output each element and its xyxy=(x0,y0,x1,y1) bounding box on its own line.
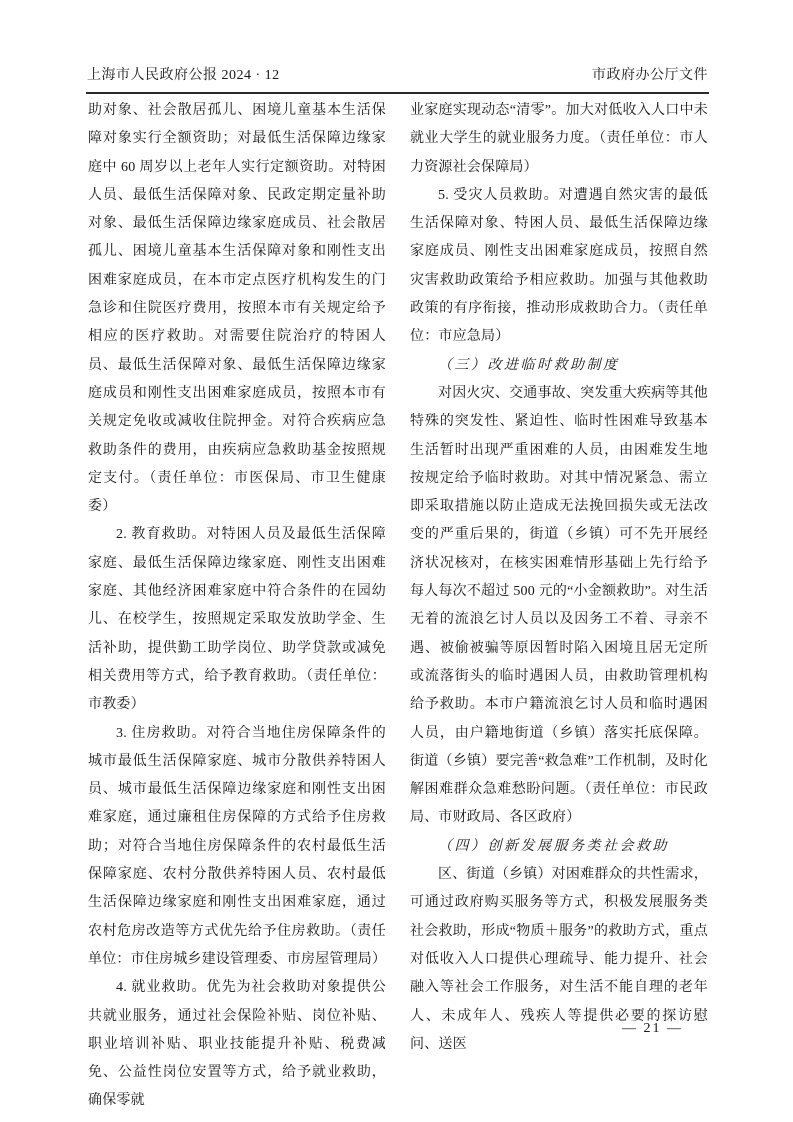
header-divider xyxy=(86,92,709,94)
paragraph-medical-aid-continued: 助对象、社会散居孤儿、困境儿童基本生活保障对象实行全额资助；对最低生活保障边缘家庭中 60 周岁以上老年人实行定额资助。对特困人员、最低生活保障对象、民政定期定量补助对象、最低生活保障边缘家庭成员、社会散居孤儿、困境儿童基本生活保障对象和刚性支出困难家庭成员，在本市定点医疗机构发生的门急诊和住院医疗费用，按照本市有关规定给予相应的医疗救助。对需要住院治疗的特困人员、最低生活保障对象、最低生活保障边缘家庭成员和刚性支出困难家庭成员，按照本市有关规定免收或减收住院押金。对符合疾病应急救助条件的费用，由疾病应急救助基金按照规定支付。（责任单位：市医保局、市卫生健康委） xyxy=(88,103,386,515)
paragraph-employment-aid-start: 4. 就业救助。优先为社会救助对象提供公共就业服务，通过社会保险补贴、岗位补贴、职业培训补贴、职业技能提升补贴、税费减免、公益性岗位安置等方式，给予就业救助，确保零就 xyxy=(88,980,386,1109)
paragraph-temporary-aid: 对因火灾、交通事故、突发重大疾病等其他特殊的突发性、紧迫性、临时性困难导致基本生活暂时出现严重困难的人员，由困难发生地按规定给予临时救助。对其中情况紧急、需立即采取措施以防止造成无法挽回损失或无法改变的严重后果的，街道（乡镇）可不先开展经济状况核对，在核实困难情形基础上先行给予每人每次不超过 500 元的“小金额救助”。对生活无着的流浪乞讨人员以及因务工不着、寻亲不遇、被偷被骗等原因暂时陷入困境且居无定所或流落街头的临时遇困人员，由救助管理机构给予救助。本市户籍流浪乞讨人员和临时遇困人员，由户籍地街道（乡镇）落实托底保障。街道（乡镇）要完善“救急难”工作机制，及时化解困难群众急难愁盼问题。（责任单位：市民政局、市财政局、各区政府） xyxy=(410,385,708,826)
page-header xyxy=(87,64,708,84)
section-heading-service-type-aid: （四）创新发展服务类社会救助 xyxy=(438,838,669,854)
right-column xyxy=(410,97,708,1059)
paragraph-employment-aid-continued: 业家庭实现动态“清零”。加大对低收入人口中未就业大学生的就业服务力度。（责任单位：市人力资源社会保障局） xyxy=(410,103,708,175)
paragraph-housing-aid: 3. 住房救助。对符合当地住房保障条件的城市最低生活保障家庭、城市分散供养特困人员、城市最低生活保障边缘家庭和刚性支出困难家庭，通过廉租住房保障的方式给予住房救助；对符合当地住房保障条件的农村最低生活保障家庭、农村分散供养特困人员、农村最低生活保障边缘家庭和刚性支出困难家庭，通过农村危房改造等方式优先给予住房救助。（责任单位：市住房城乡建设管理委、市房屋管理局） xyxy=(88,725,387,967)
paragraph-education-aid: 2. 教育救助。对特困人员及最低生活保障家庭、最低生活保障边缘家庭、刚性支出困难家庭、其他经济困难家庭中符合条件的在园幼儿、在校学生，按照规定采取发放助学金、生活补助，提供勤工助学岗位、助学贷款或减免相关费用等方式，给予教育救助。（责任单位：市教委） xyxy=(88,527,386,713)
gazette-title: 上海市人民政府公报 2024 · 12 xyxy=(87,68,280,83)
section-heading-improve-temporary-aid: （三）改进临时救助制度 xyxy=(438,357,620,373)
paragraph-disaster-victim-aid: 5. 受灾人员救助。对遭遇自然灾害的最低生活保障对象、特困人员、最低生活保障边缘家庭成员、刚性支出困难家庭成员，按照自然灾害救助政策给予相应救助。加强与其他救助政策的有序衔接，推动形成救助合力。（责任单位：市应急局） xyxy=(410,187,708,345)
paragraph-service-aid-start: 区、街道（乡镇）对困难群众的共性需求，可通过政府购买服务等方式，积极发展服务类社会救助，形成“物质＋服务”的救助方式，重点对低收入人口提供心理疏导、能力提升、社会融入等社会工作服务，对生活不能自理的老年人、未成年人、残疾人等提供必要的探访慰问、送医 xyxy=(410,867,708,1052)
document-category: 市政府办公厅文件 xyxy=(592,68,708,83)
left-column xyxy=(88,97,386,1116)
page-number: — 21 — xyxy=(622,1021,683,1036)
